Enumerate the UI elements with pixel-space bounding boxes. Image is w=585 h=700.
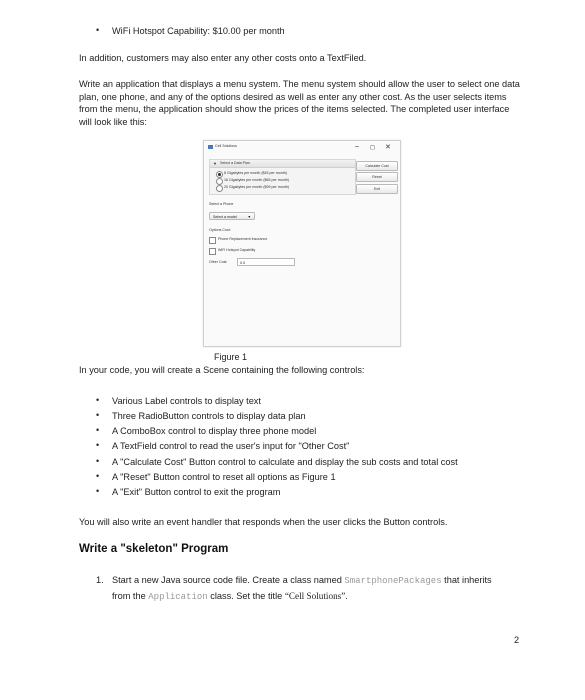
bullet-marker: •	[96, 456, 100, 466]
paragraph-additional-costs: In addition, customers may also enter any other costs onto a TextFiled.	[79, 53, 367, 63]
bullet-marker: •	[96, 486, 100, 496]
reset-button: Reset	[356, 172, 398, 182]
chevron-down-icon: ▼	[247, 215, 251, 219]
data-plan-header	[210, 160, 355, 168]
step-1-text-c: from the	[112, 591, 146, 601]
app-icon	[208, 145, 213, 149]
other-cost-label: Other Cost:	[209, 260, 228, 264]
paragraph-event-handler: You will also write an event handler that responds when the user clicks the Button controls.	[79, 517, 448, 527]
options-cost-label: Options Cost:	[209, 228, 231, 232]
phone-combo-value: Select a model	[213, 215, 237, 219]
controls-list-item: A "Calculate Cost" Button control to calculate and display the sub costs and total cost	[112, 457, 458, 467]
collapse-arrow-icon: ▼	[213, 161, 217, 166]
bullet-marker: •	[96, 471, 100, 481]
close-icon: ✕	[385, 144, 391, 151]
controls-list-item: Three RadioButton controls to display data plan	[112, 411, 306, 421]
application-class-code: Application	[148, 592, 208, 602]
phone-model-combobox	[209, 212, 255, 220]
paragraph-application: Write an application that displays a menu system. The menu system should allow the user to select one data plan, one phone, and any of the options desired as well as enter any other cost. As the user selects items from the menu, the application should show the prices of the items selected. The completed user interface will look like this:	[79, 79, 520, 127]
insurance-option-label: Phone Replacement Insurance	[218, 237, 268, 241]
bullet-marker: •	[96, 25, 100, 35]
maximize-icon: ◻	[370, 145, 375, 151]
hotspot-option-label: WiFi Hotspot Capability	[218, 248, 256, 252]
controls-list-item: A ComboBox control to display three phone model	[112, 426, 317, 436]
bullet-marker: •	[96, 440, 100, 450]
insurance-checkbox	[209, 237, 216, 244]
other-cost-field: 0.0	[237, 258, 295, 266]
step-1-text-d: class. Set the title	[210, 591, 283, 601]
figure-caption: Figure 1	[214, 352, 248, 362]
paragraph-controls-intro: In your code, you will create a Scene containing the following controls:	[79, 365, 365, 375]
controls-list-item: A "Exit" Button control to exit the program	[112, 487, 281, 497]
bullet-marker: •	[96, 410, 100, 420]
controls-list-item: A TextField control to read the user's input for "Other Cost"	[112, 441, 350, 451]
section-heading-skeleton: Write a "skeleton" Program	[79, 543, 229, 555]
bullet-marker: •	[96, 395, 100, 405]
wifi-hotspot-label: WiFi Hotspot Capability:	[112, 26, 211, 36]
select-phone-label: Select a Phone	[209, 202, 234, 206]
title-value: “Cell Solutions”.	[284, 591, 348, 601]
controls-list-item: Various Label controls to display text	[112, 396, 261, 406]
plan-radio-16gb	[216, 178, 223, 185]
figure-app-window	[203, 140, 401, 347]
step-number: 1.	[96, 575, 104, 585]
bullet-marker: •	[96, 425, 100, 435]
plan-label-20gb: 20 Gigabytes per month ($99 per month)	[224, 185, 289, 189]
controls-list-item: A "Reset" Button control to reset all options as Figure 1	[112, 472, 336, 482]
page-number: 2	[514, 635, 520, 645]
plan-label-8gb: 8 Gigabytes per month ($45 per month)	[224, 171, 287, 175]
data-plan-pane	[209, 159, 356, 195]
data-plan-header-label: Select a Data Plan	[220, 161, 250, 165]
step-1-line-1	[112, 574, 492, 588]
plan-radio-8gb	[216, 171, 223, 178]
plan-label-16gb: 16 Gigabytes per month ($65 per month)	[224, 178, 289, 182]
step-1-text-a: Start a new Java source code file. Create a class named	[112, 575, 342, 585]
window-titlebar	[204, 141, 400, 155]
calculate-cost-button: Calculate Cost	[356, 161, 398, 171]
minimize-icon: –	[355, 143, 359, 150]
wifi-hotspot-line	[112, 25, 285, 38]
wifi-hotspot-price: $10.00 per month	[212, 26, 285, 36]
hotspot-checkbox	[209, 248, 216, 255]
plan-radio-20gb	[216, 185, 223, 192]
exit-button: Exit	[356, 184, 398, 194]
window-title: Cell Solutions	[215, 144, 237, 148]
step-1-line-2	[112, 590, 348, 604]
class-name-code: SmartphonePackages	[344, 576, 442, 586]
step-1-text-b: that inherits	[444, 575, 492, 585]
